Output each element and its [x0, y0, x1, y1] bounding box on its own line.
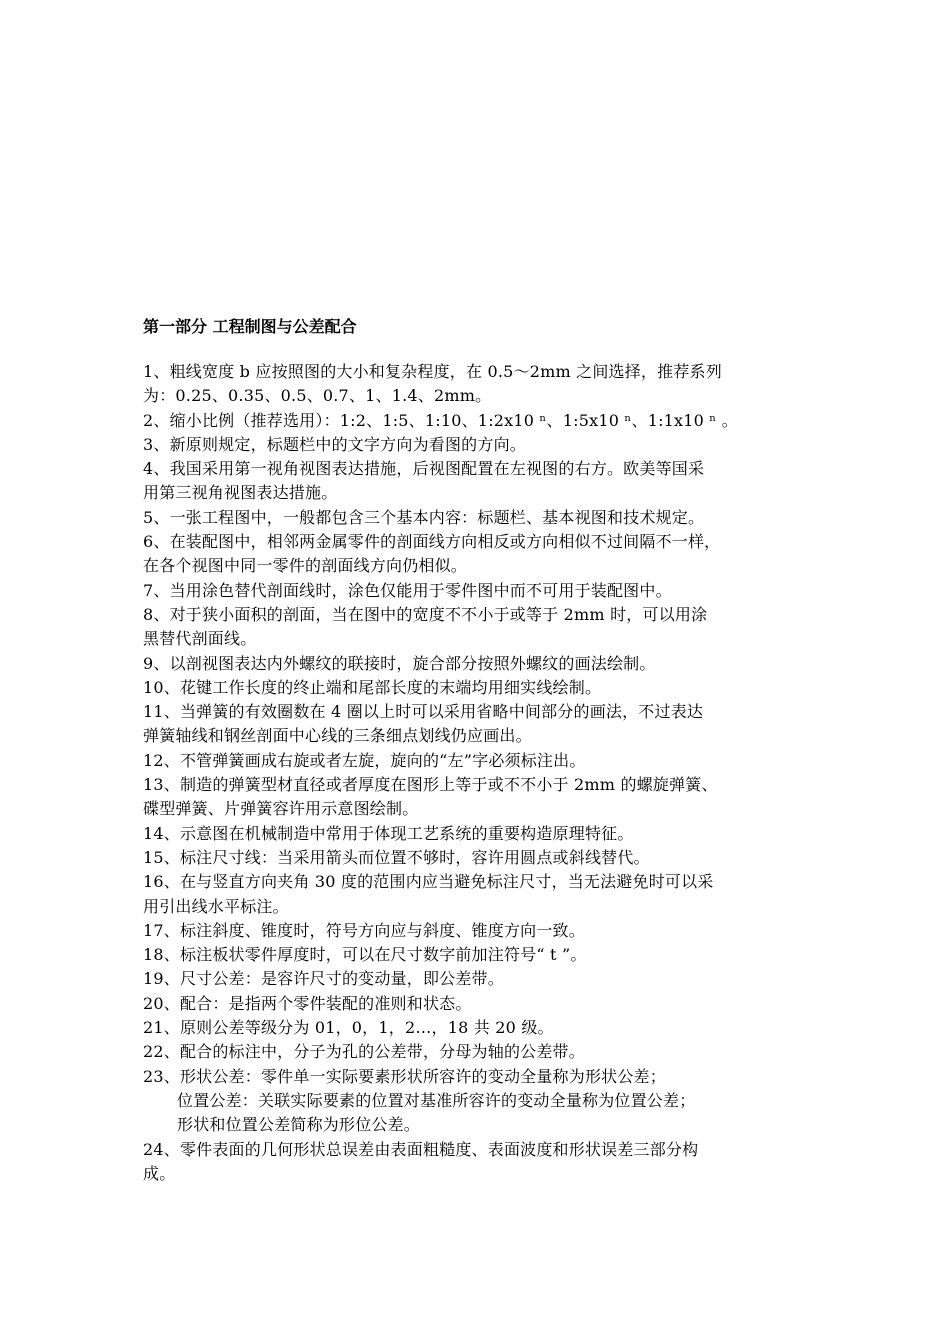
list-item — [143, 409, 823, 433]
list-item — [143, 506, 823, 530]
list-item — [143, 822, 823, 846]
item-line: 用引出线水平标注。 — [143, 896, 289, 916]
item-line: 形状和位置公差简称为形位公差。 — [177, 1115, 421, 1135]
list-item — [143, 530, 823, 579]
list-item — [143, 773, 823, 822]
list-item — [143, 967, 823, 991]
item-line: 成。 — [143, 1163, 176, 1183]
item-line: 21、原则公差等级分为 01，0，1，2…，18 共 20 级。 — [143, 1018, 554, 1038]
item-line: 16、在与竖直方向夹角 30 度的范围内应当避免标注尺寸，当无法避免时可以采 — [143, 872, 714, 892]
item-line: 24、零件表面的几何形状总误差由表面粗糙度、表面波度和形状误差三部分构 — [143, 1139, 699, 1159]
item-line: 黑替代剖面线。 — [143, 629, 257, 649]
list-item — [143, 579, 823, 603]
item-line: 23、形状公差：零件单一实际要素形状所容许的变动全量称为形状公差； — [143, 1066, 666, 1086]
list-item — [143, 919, 823, 943]
item-line: 弹簧轴线和钢丝剖面中心线的三条细点划线仍应画出。 — [143, 726, 532, 746]
item-line: 14、示意图在机械制造中常用于体现工艺系统的重要构造原理特征。 — [143, 823, 634, 843]
list-item — [143, 1065, 823, 1138]
list-item — [143, 992, 823, 1016]
item-line: 18、标注板状零件厚度时，可以在尺寸数字前加注符号“ t ”。 — [143, 945, 587, 965]
item-line: 为：0.25、0.35、0.5、0.7、1、1.4、2mm。 — [143, 386, 492, 406]
item-line: 在各个视图中同一零件的剖面线方向仍相似。 — [143, 556, 468, 576]
list-item — [143, 700, 823, 749]
item-line: 19、尺寸公差：是容许尺寸的变动量，即公差带。 — [143, 969, 504, 989]
item-line: 22、配合的标注中，分子为孔的公差带，分母为轴的公差带。 — [143, 1042, 585, 1062]
list-item — [143, 676, 823, 700]
item-line: 3、新原则规定，标题栏中的文字方向为看图的方向。 — [143, 434, 526, 454]
list-item — [143, 1138, 823, 1187]
list-item — [143, 360, 823, 409]
list-item — [143, 1040, 823, 1064]
item-line: 12、不管弹簧画成右旋或者左旋，旋向的“左”字必须标注出。 — [143, 750, 586, 770]
item-line: 4、我国采用第一视角视图表达措施，后视图配置在左视图的右方。欧美等国采 — [143, 459, 705, 479]
item-line: 8、对于狭小面积的剖面，当在图中的宽度不不小于或等于 2mm 时，可以用涂 — [143, 604, 708, 624]
item-line: 9、以剖视图表达内外螺纹的联接时，旋合部分按照外螺纹的画法绘制。 — [143, 653, 656, 673]
item-line: 碟型弹簧、片弹簧容许用示意图绘制。 — [143, 799, 419, 819]
item-line: 5、一张工程图中，一般都包含三个基本内容：标题栏、基本视图和技术规定。 — [143, 507, 705, 527]
item-line: 15、标注尺寸线：当采用箭头而位置不够时，容许用圆点或斜线替代。 — [143, 847, 650, 867]
item-line: 17、标注斜度、锥度时，符号方向应与斜度、锥度方向一致。 — [143, 920, 585, 940]
list-item — [143, 846, 823, 870]
list-item — [143, 870, 823, 919]
list-item — [143, 433, 823, 457]
item-line: 2、缩小比例（推荐选用）：1:2、1:5、1:10、1:2x10 ⁿ、1:5x10 ⁿ、1:1x10 ⁿ 。 — [143, 410, 738, 430]
item-line: 20、配合：是指两个零件装配的准则和状态。 — [143, 993, 472, 1013]
list-item — [143, 652, 823, 676]
item-line: 用第三视角视图表达措施。 — [143, 483, 338, 503]
item-line: 10、花键工作长度的终止端和尾部长度的末端均用细实线绘制。 — [143, 677, 602, 697]
item-line: 7、当用涂色替代剖面线时，涂色仅能用于零件图中而不可用于装配图中。 — [143, 580, 672, 600]
list-item — [143, 943, 823, 967]
item-line: 1、粗线宽度 b 应按照图的大小和复杂程度，在 0.5～2mm 之间选择，推荐系列 — [143, 362, 722, 381]
item-line: 13、制造的弹簧型材直径或者厚度在图形上等于或不不小于 2mm 的螺旋弹簧、 — [143, 775, 718, 795]
item-line: 位置公差：关联实际要素的位置对基准所容许的变动全量称为位置公差； — [177, 1090, 696, 1110]
item-line: 11、当弹簧的有效圈数在 4 圈以上时可以采用省略中间部分的画法，不过表达 — [143, 702, 704, 722]
list-item — [143, 1016, 823, 1040]
list-item — [143, 749, 823, 773]
item-list — [143, 360, 823, 1186]
item-line: 6、在装配图中，相邻两金属零件的剖面线方向相反或方向相似不过间隔不一样， — [143, 532, 721, 552]
list-item — [143, 457, 823, 506]
list-item — [143, 603, 823, 652]
section-title: 第一部分 工程制图与公差配合 — [143, 317, 357, 336]
